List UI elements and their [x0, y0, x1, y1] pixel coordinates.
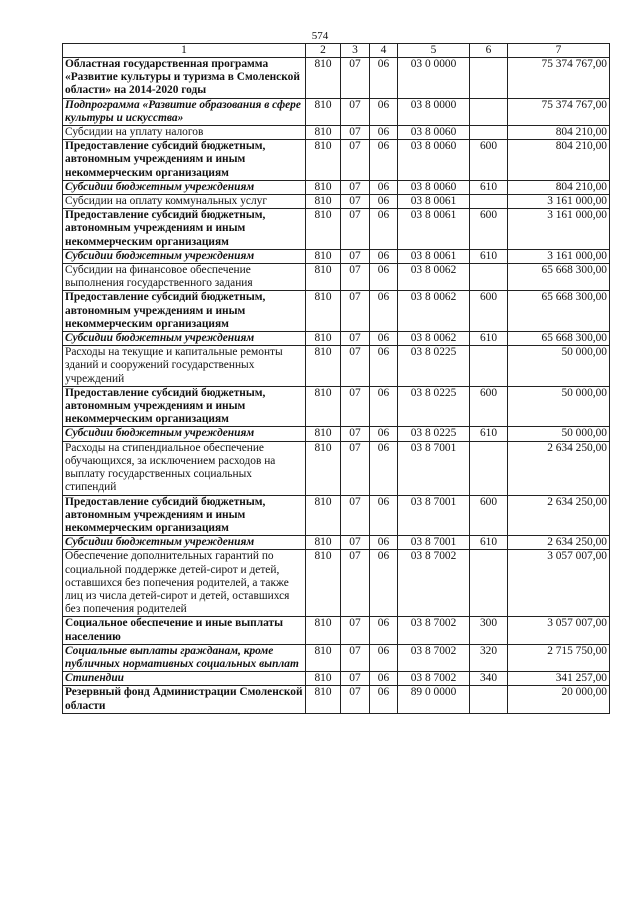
- amount-cell: 75 374 767,00: [508, 58, 610, 99]
- row-name-cell: Субсидии бюджетным учреждениям: [63, 249, 306, 263]
- table-row: [63, 195, 610, 209]
- expense-type-cell: 610: [470, 427, 508, 441]
- expense-type-cell: 610: [470, 180, 508, 194]
- section-code-cell: 07: [341, 644, 370, 671]
- target-article-cell: 03 8 0061: [398, 249, 470, 263]
- column-header-row: [63, 44, 610, 58]
- table-row: [63, 346, 610, 387]
- row-name-cell: Предоставление субсидий бюджетным, автономным учреждениям и иным некоммерческим организациям: [63, 140, 306, 181]
- ministry-code-cell: 810: [306, 140, 341, 181]
- column-header: 7: [508, 44, 610, 58]
- subsection-code-cell: 06: [370, 536, 398, 550]
- expense-type-cell: 600: [470, 386, 508, 427]
- table-row: [63, 536, 610, 550]
- expense-type-cell: [470, 686, 508, 713]
- expense-type-cell: [470, 58, 508, 99]
- table-row: [63, 126, 610, 140]
- ministry-code-cell: 810: [306, 291, 341, 332]
- amount-cell: 50 000,00: [508, 427, 610, 441]
- subsection-code-cell: 06: [370, 332, 398, 346]
- expense-type-cell: 320: [470, 644, 508, 671]
- table-row: [63, 441, 610, 495]
- section-code-cell: 07: [341, 386, 370, 427]
- target-article-cell: 03 8 7002: [398, 644, 470, 671]
- section-code-cell: 07: [341, 672, 370, 686]
- section-code-cell: 07: [341, 180, 370, 194]
- target-article-cell: 03 8 7002: [398, 672, 470, 686]
- subsection-code-cell: 06: [370, 672, 398, 686]
- amount-cell: 341 257,00: [508, 672, 610, 686]
- expense-type-cell: 600: [470, 140, 508, 181]
- subsection-code-cell: 06: [370, 550, 398, 617]
- table-row: [63, 672, 610, 686]
- row-name-cell: Предоставление субсидий бюджетным, автономным учреждениям и иным некоммерческим организациям: [63, 386, 306, 427]
- section-code-cell: 07: [341, 264, 370, 291]
- row-name-cell: Субсидии на финансовое обеспечение выполнения государственного задания: [63, 264, 306, 291]
- ministry-code-cell: 810: [306, 126, 341, 140]
- amount-cell: 20 000,00: [508, 686, 610, 713]
- ministry-code-cell: 810: [306, 98, 341, 125]
- row-name-cell: Обеспечение дополнительных гарантий по социальной поддержке детей-сирот и детей, оставшихся без попечения родителей, а также лиц из числа детей-сирот и детей, оставшихся без попечения родителей: [63, 550, 306, 617]
- table-row: [63, 427, 610, 441]
- ministry-code-cell: 810: [306, 672, 341, 686]
- row-name-cell: Субсидии бюджетным учреждениям: [63, 332, 306, 346]
- row-name-cell: Предоставление субсидий бюджетным, автономным учреждениям и иным некоммерческим организациям: [63, 209, 306, 250]
- subsection-code-cell: 06: [370, 195, 398, 209]
- section-code-cell: 07: [341, 209, 370, 250]
- section-code-cell: 07: [341, 332, 370, 346]
- subsection-code-cell: 06: [370, 441, 398, 495]
- row-name-cell: Социальные выплаты гражданам, кроме публичных нормативных социальных выплат: [63, 644, 306, 671]
- subsection-code-cell: 06: [370, 291, 398, 332]
- amount-cell: 2 634 250,00: [508, 495, 610, 536]
- page-number: 574: [311, 30, 329, 42]
- table-row: [63, 98, 610, 125]
- expense-type-cell: [470, 550, 508, 617]
- expense-type-cell: [470, 264, 508, 291]
- amount-cell: 75 374 767,00: [508, 98, 610, 125]
- column-header: 1: [63, 44, 306, 58]
- amount-cell: 2 634 250,00: [508, 536, 610, 550]
- ministry-code-cell: 810: [306, 617, 341, 644]
- expense-type-cell: 610: [470, 332, 508, 346]
- expense-type-cell: [470, 195, 508, 209]
- ministry-code-cell: 810: [306, 180, 341, 194]
- table-row: [63, 140, 610, 181]
- subsection-code-cell: 06: [370, 209, 398, 250]
- table-row: [63, 180, 610, 194]
- subsection-code-cell: 06: [370, 427, 398, 441]
- amount-cell: 3 161 000,00: [508, 195, 610, 209]
- subsection-code-cell: 06: [370, 140, 398, 181]
- row-name-cell: Субсидии бюджетным учреждениям: [63, 536, 306, 550]
- expense-type-cell: [470, 126, 508, 140]
- budget-table: [62, 43, 610, 714]
- row-name-cell: Субсидии бюджетным учреждениям: [63, 180, 306, 194]
- amount-cell: 804 210,00: [508, 126, 610, 140]
- expense-type-cell: 610: [470, 249, 508, 263]
- expense-type-cell: [470, 98, 508, 125]
- subsection-code-cell: 06: [370, 58, 398, 99]
- subsection-code-cell: 06: [370, 644, 398, 671]
- row-name-cell: Стипендии: [63, 672, 306, 686]
- target-article-cell: 03 8 7002: [398, 550, 470, 617]
- section-code-cell: 07: [341, 427, 370, 441]
- target-article-cell: 03 8 0061: [398, 209, 470, 250]
- section-code-cell: 07: [341, 536, 370, 550]
- row-name-cell: Расходы на стипендиальное обеспечение обучающихся, за исключением расходов на выплату государственных социальных стипендий: [63, 441, 306, 495]
- section-code-cell: 07: [341, 617, 370, 644]
- amount-cell: 65 668 300,00: [508, 264, 610, 291]
- amount-cell: 2 634 250,00: [508, 441, 610, 495]
- table-row: [63, 617, 610, 644]
- ministry-code-cell: 810: [306, 264, 341, 291]
- table-row: [63, 644, 610, 671]
- expense-type-cell: 610: [470, 536, 508, 550]
- table-row: [63, 495, 610, 536]
- row-name-cell: Расходы на текущие и капитальные ремонты зданий и сооружений государственных учреждений: [63, 346, 306, 387]
- expense-type-cell: 600: [470, 291, 508, 332]
- table-row: [63, 332, 610, 346]
- section-code-cell: 07: [341, 195, 370, 209]
- section-code-cell: 07: [341, 441, 370, 495]
- column-header: 5: [398, 44, 470, 58]
- ministry-code-cell: 810: [306, 386, 341, 427]
- target-article-cell: 03 8 7001: [398, 536, 470, 550]
- ministry-code-cell: 810: [306, 686, 341, 713]
- row-name-cell: Подпрограмма «Развитие образования в сфере культуры и искусства»: [63, 98, 306, 125]
- ministry-code-cell: 810: [306, 346, 341, 387]
- target-article-cell: 03 8 0060: [398, 126, 470, 140]
- amount-cell: 804 210,00: [508, 140, 610, 181]
- ministry-code-cell: 810: [306, 58, 341, 99]
- target-article-cell: 03 8 0225: [398, 386, 470, 427]
- subsection-code-cell: 06: [370, 180, 398, 194]
- target-article-cell: 03 8 7001: [398, 441, 470, 495]
- table-row: [63, 291, 610, 332]
- ministry-code-cell: 810: [306, 209, 341, 250]
- amount-cell: 65 668 300,00: [508, 291, 610, 332]
- target-article-cell: 03 8 0062: [398, 332, 470, 346]
- target-article-cell: 03 8 0062: [398, 264, 470, 291]
- row-name-cell: Резервный фонд Администрации Смоленской области: [63, 686, 306, 713]
- section-code-cell: 07: [341, 140, 370, 181]
- expense-type-cell: 600: [470, 209, 508, 250]
- ministry-code-cell: 810: [306, 249, 341, 263]
- subsection-code-cell: 06: [370, 495, 398, 536]
- column-header: 6: [470, 44, 508, 58]
- amount-cell: 3 161 000,00: [508, 209, 610, 250]
- subsection-code-cell: 06: [370, 264, 398, 291]
- target-article-cell: 03 8 0225: [398, 346, 470, 387]
- ministry-code-cell: 810: [306, 427, 341, 441]
- section-code-cell: 07: [341, 346, 370, 387]
- amount-cell: 65 668 300,00: [508, 332, 610, 346]
- table-row: [63, 249, 610, 263]
- column-header: 3: [341, 44, 370, 58]
- section-code-cell: 07: [341, 126, 370, 140]
- target-article-cell: 03 0 0000: [398, 58, 470, 99]
- section-code-cell: 07: [341, 291, 370, 332]
- table-row: [63, 550, 610, 617]
- target-article-cell: 03 8 0061: [398, 195, 470, 209]
- amount-cell: 50 000,00: [508, 386, 610, 427]
- column-header: 4: [370, 44, 398, 58]
- ministry-code-cell: 810: [306, 644, 341, 671]
- row-name-cell: Субсидии бюджетным учреждениям: [63, 427, 306, 441]
- ministry-code-cell: 810: [306, 332, 341, 346]
- target-article-cell: 03 8 7002: [398, 617, 470, 644]
- section-code-cell: 07: [341, 58, 370, 99]
- section-code-cell: 07: [341, 249, 370, 263]
- target-article-cell: 03 8 7001: [398, 495, 470, 536]
- expense-type-cell: [470, 346, 508, 387]
- target-article-cell: 03 8 0062: [398, 291, 470, 332]
- expense-type-cell: 300: [470, 617, 508, 644]
- column-header: 2: [306, 44, 341, 58]
- amount-cell: 3 057 007,00: [508, 617, 610, 644]
- amount-cell: 804 210,00: [508, 180, 610, 194]
- subsection-code-cell: 06: [370, 98, 398, 125]
- subsection-code-cell: 06: [370, 126, 398, 140]
- row-name-cell: Субсидии на уплату налогов: [63, 126, 306, 140]
- ministry-code-cell: 810: [306, 195, 341, 209]
- row-name-cell: Предоставление субсидий бюджетным, автономным учреждениям и иным некоммерческим организациям: [63, 495, 306, 536]
- subsection-code-cell: 06: [370, 617, 398, 644]
- target-article-cell: 03 8 0000: [398, 98, 470, 125]
- section-code-cell: 07: [341, 550, 370, 617]
- table-row: [63, 264, 610, 291]
- amount-cell: 2 715 750,00: [508, 644, 610, 671]
- section-code-cell: 07: [341, 686, 370, 713]
- expense-type-cell: 600: [470, 495, 508, 536]
- target-article-cell: 03 8 0060: [398, 180, 470, 194]
- expense-type-cell: [470, 441, 508, 495]
- target-article-cell: 89 0 0000: [398, 686, 470, 713]
- row-name-cell: Субсидии на оплату коммунальных услуг: [63, 195, 306, 209]
- table-row: [63, 209, 610, 250]
- row-name-cell: Предоставление субсидий бюджетным, автономным учреждениям и иным некоммерческим организациям: [63, 291, 306, 332]
- ministry-code-cell: 810: [306, 536, 341, 550]
- amount-cell: 3 057 007,00: [508, 550, 610, 617]
- ministry-code-cell: 810: [306, 495, 341, 536]
- target-article-cell: 03 8 0060: [398, 140, 470, 181]
- table-row: [63, 58, 610, 99]
- table-row: [63, 686, 610, 713]
- amount-cell: 50 000,00: [508, 346, 610, 387]
- section-code-cell: 07: [341, 98, 370, 125]
- target-article-cell: 03 8 0225: [398, 427, 470, 441]
- expense-type-cell: 340: [470, 672, 508, 686]
- ministry-code-cell: 810: [306, 550, 341, 617]
- table-row: [63, 386, 610, 427]
- ministry-code-cell: 810: [306, 441, 341, 495]
- row-name-cell: Областная государственная программа «Развитие культуры и туризма в Смоленской области» на 2014-2020 годы: [63, 58, 306, 99]
- amount-cell: 3 161 000,00: [508, 249, 610, 263]
- subsection-code-cell: 06: [370, 346, 398, 387]
- subsection-code-cell: 06: [370, 386, 398, 427]
- section-code-cell: 07: [341, 495, 370, 536]
- subsection-code-cell: 06: [370, 686, 398, 713]
- row-name-cell: Социальное обеспечение и иные выплаты населению: [63, 617, 306, 644]
- subsection-code-cell: 06: [370, 249, 398, 263]
